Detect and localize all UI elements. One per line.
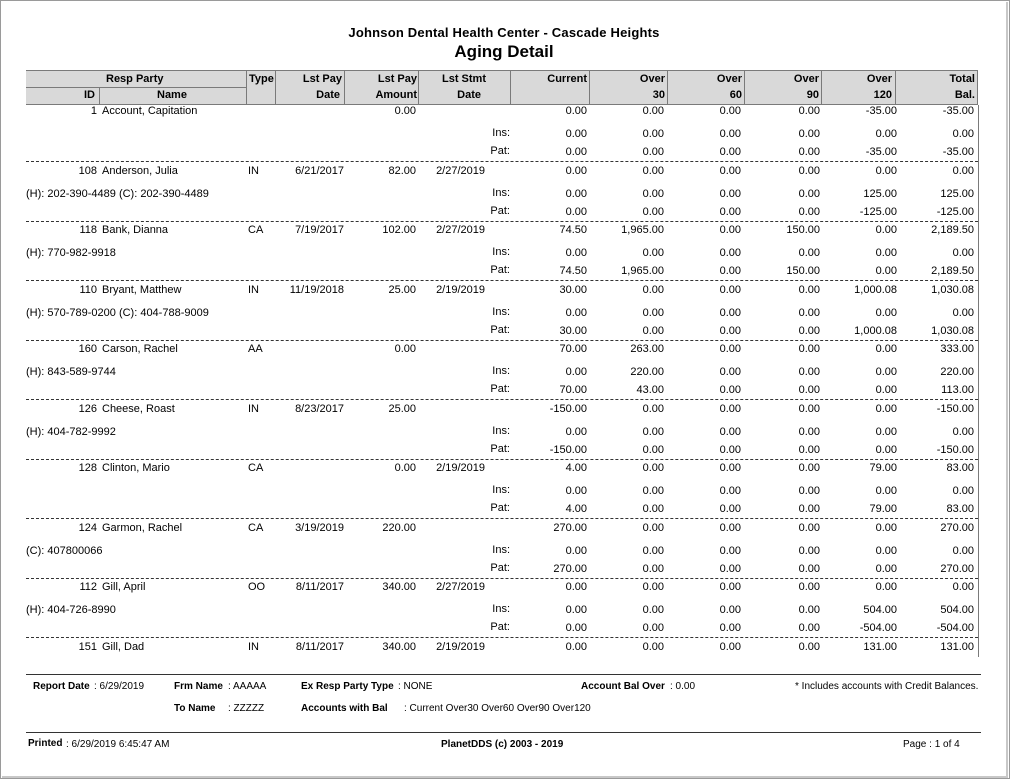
resp-party-name: Cheese, Roast (102, 402, 175, 415)
amount-cell: 0.00 (798, 503, 820, 515)
last-pay-amount: 340.00 (382, 640, 416, 653)
ins-label: Ins: (492, 424, 510, 437)
last-stmt-date: 2/27/2019 (436, 164, 485, 177)
amount-cell: 0.00 (719, 544, 741, 557)
amount-cell: 270.00 (553, 562, 587, 575)
row-separator (26, 578, 978, 579)
amount-cell: 0.00 (875, 366, 897, 378)
amount-cell: 0.00 (719, 205, 741, 218)
ins-label: Ins: (492, 484, 510, 496)
amount-cell: 0.00 (719, 343, 741, 355)
account-type: CA (248, 462, 264, 474)
amount-cell: 1,000.08 (854, 283, 897, 296)
amount-cell: -504.00 (859, 622, 897, 634)
amount-cell: 0.00 (875, 247, 897, 259)
amount-cell: 0.00 (798, 187, 820, 200)
resp-party-id: 124 (78, 521, 97, 534)
amount-cell: 1,030.08 (931, 283, 974, 296)
copyright: PlanetDDS (c) 2003 - 2019 (441, 739, 564, 750)
amount-cell: 270.00 (940, 562, 974, 575)
amount-cell: 0.00 (565, 640, 587, 653)
amount-cell: 0.00 (719, 521, 741, 534)
last-stmt-date: 2/27/2019 (436, 224, 485, 236)
amount-cell: 0.00 (798, 604, 820, 616)
amount-cell: 0.00 (798, 205, 820, 218)
ins-label: Ins: (492, 305, 510, 318)
amount-cell: 0.00 (798, 105, 820, 117)
frm-name-label: Frm Name (174, 681, 223, 692)
amount-cell: 0.00 (565, 622, 587, 634)
amount-cell: 220.00 (940, 366, 974, 378)
resp-party-id: 112 (79, 581, 97, 593)
last-pay-amount: 102.00 (382, 224, 416, 236)
last-pay-date: 8/11/2017 (295, 581, 344, 593)
amount-cell: 0.00 (719, 462, 741, 474)
row-separator (26, 518, 978, 519)
amount-cell: 0.00 (719, 640, 741, 653)
amount-cell: 0.00 (642, 622, 664, 634)
amount-cell: 2,189.50 (931, 224, 974, 236)
last-pay-amount: 82.00 (388, 164, 416, 177)
amount-cell: 0.00 (642, 544, 664, 557)
amount-cell: -150.00 (549, 402, 587, 415)
col-lst-pay-date: Lst Pay (302, 73, 342, 85)
amount-cell: 0.00 (798, 128, 820, 140)
resp-party-name: Bryant, Matthew (102, 283, 182, 296)
ins-label: Ins: (492, 127, 510, 139)
amount-cell: 0.00 (875, 224, 897, 236)
amount-cell: 0.00 (642, 146, 664, 158)
amount-cell: 0.00 (642, 402, 664, 415)
last-pay-date: 6/21/2017 (295, 164, 344, 177)
amount-cell: 0.00 (642, 604, 664, 616)
amount-cell: 0.00 (798, 640, 820, 653)
amount-cell: 0.00 (719, 622, 741, 634)
amount-cell: -150.00 (549, 443, 587, 456)
to-name: : ZZZZZ (228, 703, 265, 714)
amount-cell: 0.00 (798, 366, 820, 378)
col-resp-party: Resp Party (106, 73, 164, 85)
amount-cell: 1,000.08 (854, 324, 897, 337)
amount-cell: -504.00 (936, 622, 974, 634)
center-name: Johnson Dental Health Center - Cascade Heights (348, 25, 660, 40)
amount-cell: 0.00 (642, 187, 664, 200)
amount-cell: 0.00 (719, 443, 741, 456)
amount-cell: 0.00 (642, 164, 664, 177)
amount-cell: 4.00 (565, 503, 587, 515)
amount-cell: 0.00 (642, 425, 664, 438)
account-row (26, 165, 978, 224)
amount-cell: 0.00 (798, 562, 820, 575)
amount-cell: 70.00 (559, 384, 587, 396)
last-stmt-date: 2/27/2019 (436, 581, 485, 593)
account-row (26, 403, 978, 462)
amount-cell: 0.00 (875, 425, 897, 438)
amount-cell: 0.00 (875, 485, 897, 497)
amount-cell: 0.00 (719, 164, 741, 177)
phone-numbers: (H): 770-982-9918 (26, 247, 116, 259)
col-type: Type (249, 73, 274, 85)
phone-numbers: (C): 407800066 (26, 544, 103, 557)
account-type: CA (248, 521, 264, 534)
amount-cell: 0.00 (798, 462, 820, 474)
amount-cell: 125.00 (863, 187, 897, 200)
accounts-with-bal-label: Accounts with Bal (301, 703, 388, 714)
amount-cell: 0.00 (565, 187, 587, 200)
account-row (26, 224, 978, 283)
col-total-bal: Total (949, 73, 975, 85)
account-row (26, 462, 978, 521)
amount-cell: -125.00 (859, 205, 897, 218)
amount-cell: 0.00 (719, 283, 741, 296)
frm-name: : AAAAA (228, 681, 267, 692)
amount-cell: 0.00 (875, 343, 897, 355)
amount-cell: 0.00 (565, 306, 587, 319)
account-type: OO (248, 581, 266, 593)
amount-cell: 0.00 (719, 146, 741, 158)
amount-cell: 504.00 (863, 604, 897, 616)
amount-cell: 0.00 (642, 462, 664, 474)
row-separator (26, 280, 978, 281)
account-type: IN (248, 283, 259, 296)
account-type: IN (248, 402, 259, 415)
amount-cell: 0.00 (875, 562, 897, 575)
last-pay-amount: 340.00 (382, 581, 416, 593)
col-over120: Over (866, 73, 892, 85)
amount-cell: 0.00 (952, 306, 974, 319)
resp-party-name: Gill, Dad (102, 640, 145, 653)
amount-cell: 0.00 (565, 247, 587, 259)
amount-cell: 0.00 (875, 164, 897, 177)
amount-cell: 150.00 (786, 224, 820, 236)
amount-cell: 0.00 (952, 128, 974, 140)
ex-resp-label: Ex Resp Party Type (301, 681, 394, 692)
phone-numbers: (H): 843-589-9744 (26, 366, 116, 378)
amount-cell: 0.00 (798, 146, 820, 158)
amount-cell: 74.50 (559, 224, 587, 236)
amount-cell: 0.00 (719, 581, 741, 593)
row-separator (26, 221, 978, 222)
last-pay-date: 7/19/2017 (295, 224, 344, 236)
amount-cell: 0.00 (719, 224, 741, 236)
account-row (26, 284, 978, 343)
last-pay-amount: 0.00 (394, 462, 416, 474)
amount-cell: 0.00 (952, 425, 974, 438)
amount-cell: 0.00 (719, 128, 741, 140)
resp-party-id: 128 (78, 462, 97, 474)
account-row (26, 581, 978, 640)
last-pay-amount: 25.00 (388, 402, 416, 415)
amount-cell: 0.00 (875, 521, 897, 534)
amount-cell: 0.00 (719, 306, 741, 319)
amount-cell: 0.00 (875, 402, 897, 415)
ins-label: Ins: (492, 603, 510, 615)
ins-label: Ins: (492, 365, 510, 377)
amount-cell: 0.00 (642, 443, 664, 456)
resp-party-id: 160 (78, 343, 97, 355)
resp-party-name: Gill, April (102, 581, 146, 593)
last-pay-amount: 0.00 (394, 343, 416, 355)
amount-cell: 0.00 (798, 402, 820, 415)
amount-cell: -35.00 (865, 146, 897, 158)
amount-cell: 0.00 (565, 604, 587, 616)
amount-cell: 1,965.00 (621, 224, 664, 236)
amount-cell: 0.00 (952, 544, 974, 557)
resp-party-id: 126 (78, 402, 97, 415)
amount-cell: 0.00 (798, 485, 820, 497)
amount-cell: 0.00 (875, 128, 897, 140)
amount-cell: 0.00 (642, 503, 664, 515)
amount-cell: 125.00 (940, 187, 974, 200)
pat-label: Pat: (490, 323, 510, 336)
resp-party-name: Bank, Dianna (102, 224, 169, 236)
resp-party-name: Account, Capitation (102, 105, 198, 117)
resp-party-id: 118 (79, 224, 97, 236)
amount-cell: 4.00 (565, 462, 587, 474)
amount-cell: 0.00 (719, 503, 741, 515)
amount-cell: 0.00 (798, 622, 820, 634)
pat-label: Pat: (490, 502, 510, 514)
amount-cell: 0.00 (798, 247, 820, 259)
amount-cell: 30.00 (559, 283, 587, 296)
amount-cell: 0.00 (719, 265, 741, 277)
account-bal-over-label: Account Bal Over (581, 681, 665, 692)
phone-numbers: (H): 404-782-9992 (26, 425, 116, 438)
amount-cell: 333.00 (940, 343, 974, 355)
pat-label: Pat: (490, 383, 510, 395)
amount-cell: 0.00 (565, 366, 587, 378)
resp-party-id: 110 (79, 283, 97, 296)
amount-cell: 0.00 (565, 544, 587, 557)
account-type: IN (248, 640, 259, 653)
col-over90: Over (793, 73, 819, 85)
amount-cell: 83.00 (946, 503, 974, 515)
amount-cell: 0.00 (719, 604, 741, 616)
col-over60: Over (716, 73, 742, 85)
amount-cell: 0.00 (719, 105, 741, 117)
to-name-label: To Name (174, 703, 216, 714)
pat-label: Pat: (490, 204, 510, 217)
amount-cell: 0.00 (565, 485, 587, 497)
last-pay-amount: 220.00 (382, 521, 416, 534)
amount-cell: 0.00 (565, 128, 587, 140)
report-date-label: Report Date (33, 681, 90, 692)
amount-cell: 220.00 (630, 366, 664, 378)
account-row (26, 343, 978, 402)
accounts-with-bal: : Current Over30 Over60 Over90 Over120 (404, 703, 591, 714)
column-header: Resp Party ID Name Type Lst Pay Date Lst Pay Amount Lst Stmt Date Current Over 30 Over 60 Over 90 Over 120 Total Bal. (26, 70, 978, 105)
col-current: Current (547, 73, 587, 85)
amount-cell: -150.00 (936, 443, 974, 456)
printed-date: : 6/29/2019 6:45:47 AM (66, 739, 170, 750)
last-pay-amount: 25.00 (388, 283, 416, 296)
row-separator (26, 161, 978, 162)
credit-note: * Includes accounts with Credit Balances. (795, 681, 979, 692)
amount-cell: 79.00 (869, 462, 897, 474)
amount-cell: 0.00 (952, 164, 974, 177)
amount-cell: 0.00 (875, 265, 897, 277)
phone-numbers: (H): 202-390-4489 (C): 202-390-4489 (26, 187, 209, 200)
pat-label: Pat: (490, 442, 510, 455)
amount-cell: 0.00 (719, 324, 741, 337)
amount-cell: -150.00 (936, 402, 974, 415)
printed-label: Printed (28, 738, 63, 749)
amount-cell: 79.00 (869, 503, 897, 515)
amount-cell: -35.00 (942, 146, 974, 158)
amount-cell: 270.00 (553, 521, 587, 534)
resp-party-name: Anderson, Julia (102, 164, 178, 177)
col-over30: Over (639, 73, 665, 85)
amount-cell: 0.00 (642, 306, 664, 319)
amount-cell: 0.00 (719, 384, 741, 396)
last-pay-date: 8/23/2017 (295, 402, 344, 415)
amount-cell: 0.00 (642, 205, 664, 218)
amount-cell: 0.00 (565, 146, 587, 158)
last-pay-date: 11/19/2018 (289, 283, 344, 296)
amount-cell: 504.00 (940, 604, 974, 616)
amount-cell: 150.00 (786, 265, 820, 277)
amount-cell: 70.00 (559, 343, 587, 355)
pat-label: Pat: (490, 264, 510, 276)
amount-cell: 0.00 (875, 306, 897, 319)
amount-cell: 0.00 (565, 425, 587, 438)
pat-label: Pat: (490, 621, 510, 633)
amount-cell: 0.00 (798, 521, 820, 534)
account-type: IN (248, 164, 259, 177)
amount-cell: 0.00 (875, 544, 897, 557)
amount-cell: 0.00 (719, 485, 741, 497)
amount-cell: 0.00 (642, 324, 664, 337)
amount-cell: 131.00 (863, 640, 897, 653)
phone-numbers: (H): 570-789-0200 (C): 404-788-9009 (26, 306, 209, 319)
resp-party-id: 151 (78, 640, 97, 653)
account-type: CA (248, 224, 264, 236)
amount-cell: -35.00 (942, 105, 974, 117)
account-type: AA (248, 343, 263, 355)
amount-cell: 0.00 (875, 384, 897, 396)
col-lst-stmt-date: Lst Stmt (442, 73, 486, 85)
ins-label: Ins: (492, 543, 510, 556)
resp-party-name: Clinton, Mario (102, 462, 170, 474)
amount-cell: 2,189.50 (931, 265, 974, 277)
amount-cell: 30.00 (559, 324, 587, 337)
pat-label: Pat: (490, 145, 510, 157)
amount-cell: 0.00 (798, 283, 820, 296)
last-pay-date: 8/11/2017 (295, 640, 344, 653)
resp-party-name: Garmon, Rachel (102, 521, 183, 534)
account-row (26, 105, 978, 164)
col-lst-pay-amount: Lst Pay (377, 73, 417, 85)
amount-cell: 0.00 (565, 205, 587, 218)
amount-cell: 0.00 (798, 425, 820, 438)
amount-cell: 0.00 (565, 581, 587, 593)
ins-label: Ins: (492, 246, 510, 258)
last-stmt-date: 2/19/2019 (436, 462, 485, 474)
row-separator (26, 340, 978, 341)
amount-cell: 0.00 (719, 562, 741, 575)
amount-cell: 0.00 (565, 105, 587, 117)
amount-cell: 0.00 (565, 164, 587, 177)
row-separator (26, 399, 978, 400)
amount-cell: 0.00 (952, 247, 974, 259)
amount-cell: 0.00 (798, 343, 820, 355)
account-row (26, 522, 978, 581)
amount-cell: 0.00 (642, 105, 664, 117)
amount-cell: 0.00 (642, 640, 664, 653)
amount-cell: 0.00 (798, 324, 820, 337)
last-stmt-date: 2/19/2019 (436, 283, 485, 296)
resp-party-id: 108 (78, 164, 97, 177)
report-body (26, 105, 986, 657)
amount-cell: 0.00 (642, 128, 664, 140)
amount-cell: 0.00 (875, 581, 897, 593)
ins-label: Ins: (492, 186, 510, 199)
amount-cell: 0.00 (798, 164, 820, 177)
col-name: Name (157, 89, 187, 101)
amount-cell: 0.00 (798, 384, 820, 396)
amount-cell: 0.00 (642, 283, 664, 296)
phone-numbers: (H): 404-726-8990 (26, 604, 116, 616)
amount-cell: 131.00 (940, 640, 974, 653)
last-pay-amount: 0.00 (394, 105, 416, 117)
amount-cell: 0.00 (642, 521, 664, 534)
amount-cell: 0.00 (719, 402, 741, 415)
row-separator (26, 637, 978, 638)
report-date: : 6/29/2019 (94, 681, 145, 692)
amount-cell: 0.00 (952, 581, 974, 593)
account-bal-over: : 0.00 (670, 681, 696, 692)
amount-cell: 0.00 (798, 306, 820, 319)
ex-resp-value: : NONE (398, 681, 433, 692)
last-pay-date: 3/19/2019 (295, 521, 344, 534)
amount-cell: 0.00 (798, 581, 820, 593)
amount-cell: 1,965.00 (621, 265, 664, 277)
amount-cell: 83.00 (946, 462, 974, 474)
amount-cell: 0.00 (719, 247, 741, 259)
amount-cell: 0.00 (642, 485, 664, 497)
amount-cell: 0.00 (798, 443, 820, 456)
amount-cell: 0.00 (719, 366, 741, 378)
amount-cell: 270.00 (940, 521, 974, 534)
row-separator (26, 459, 978, 460)
amount-cell: 74.50 (559, 265, 587, 277)
report-title: Aging Detail (454, 42, 554, 61)
amount-cell: 1,030.08 (931, 324, 974, 337)
amount-cell: 0.00 (719, 187, 741, 200)
amount-cell: 113.00 (941, 384, 974, 396)
amount-cell: 0.00 (642, 581, 664, 593)
col-id: ID (84, 89, 95, 101)
resp-party-id: 1 (90, 105, 97, 117)
amount-cell: 0.00 (642, 247, 664, 259)
pat-label: Pat: (490, 561, 510, 574)
account-row (26, 641, 978, 658)
amount-cell: 0.00 (875, 443, 897, 456)
last-stmt-date: 2/19/2019 (436, 640, 485, 653)
amount-cell: -125.00 (936, 205, 974, 218)
amount-cell: 263.00 (630, 343, 664, 355)
resp-party-name: Carson, Rachel (102, 343, 178, 355)
amount-cell: 0.00 (952, 485, 974, 497)
amount-cell: 0.00 (719, 425, 741, 438)
amount-cell: -35.00 (865, 105, 897, 117)
amount-cell: 0.00 (642, 562, 664, 575)
amount-cell: 0.00 (798, 544, 820, 557)
amount-cell: 43.00 (636, 384, 664, 396)
page-number: Page : 1 of 4 (903, 739, 960, 750)
